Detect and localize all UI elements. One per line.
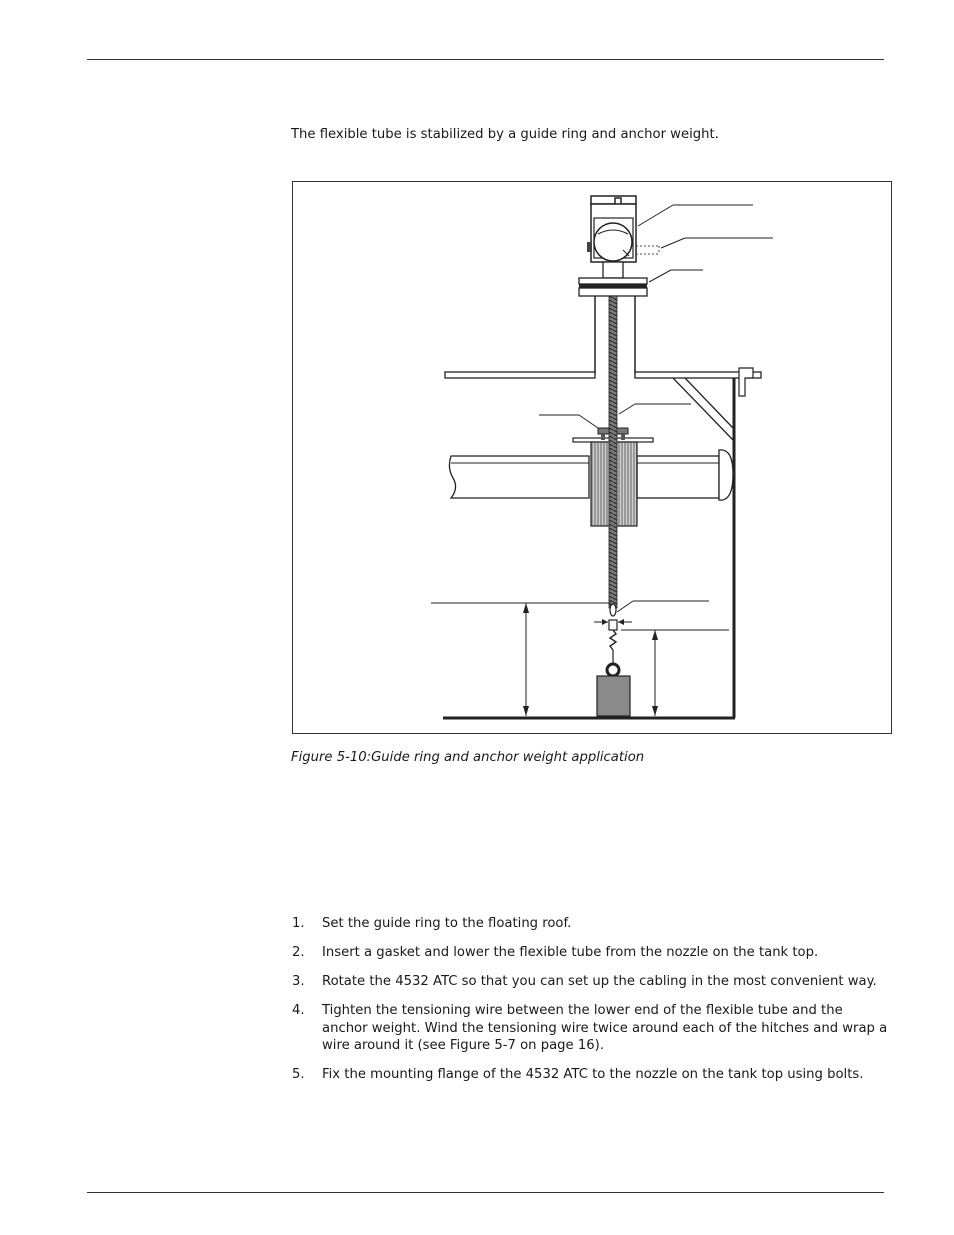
step-item — [291, 944, 891, 962]
step-item — [291, 1002, 891, 1055]
step-number: 2. — [292, 945, 305, 960]
step-text: Rotate the 4532 ATC so that you can set up the cabling in the most convenient way. — [322, 974, 877, 989]
transmitter-head — [587, 196, 659, 262]
flexible-tube — [609, 296, 617, 608]
step-item — [291, 915, 891, 933]
step-text: Set the guide ring to the floating roof. — [322, 916, 572, 931]
figure-guide-ring-diagram — [292, 181, 892, 734]
anchor-weight — [597, 676, 630, 716]
leader-lines — [539, 205, 773, 612]
step-item — [291, 973, 891, 991]
footer-rule — [87, 1192, 884, 1193]
step-text: Insert a gasket and lower the flexible tube from the nozzle on the tank top. — [322, 945, 819, 960]
mounting-flange — [579, 262, 647, 296]
step-text: Tighten the tensioning wire between the lower end of the flexible tube and the anchor weight. Wind the tensioning wire twice around each of the hitches and wrap a wire around it (see Figure 5-7 on page 16). — [322, 1003, 888, 1053]
step-number: 1. — [292, 916, 305, 931]
dimension-lines — [431, 603, 729, 716]
step-text: Fix the mounting flange of the 4532 ATC to the nozzle on the tank top using bolts. — [322, 1067, 864, 1082]
step-number: 5. — [292, 1067, 305, 1082]
step-number: 3. — [292, 974, 305, 989]
installation-steps — [291, 915, 891, 1095]
figure-caption: Figure 5-10:Guide ring and anchor weight application — [291, 750, 645, 765]
tube-end-hitch — [607, 604, 619, 676]
header-rule — [87, 59, 884, 60]
intro-paragraph: The flexible tube is stabilized by a guide ring and anchor weight. — [291, 127, 719, 142]
diagram-svg — [293, 182, 893, 735]
step-item — [291, 1066, 891, 1084]
step-number: 4. — [292, 1003, 305, 1018]
